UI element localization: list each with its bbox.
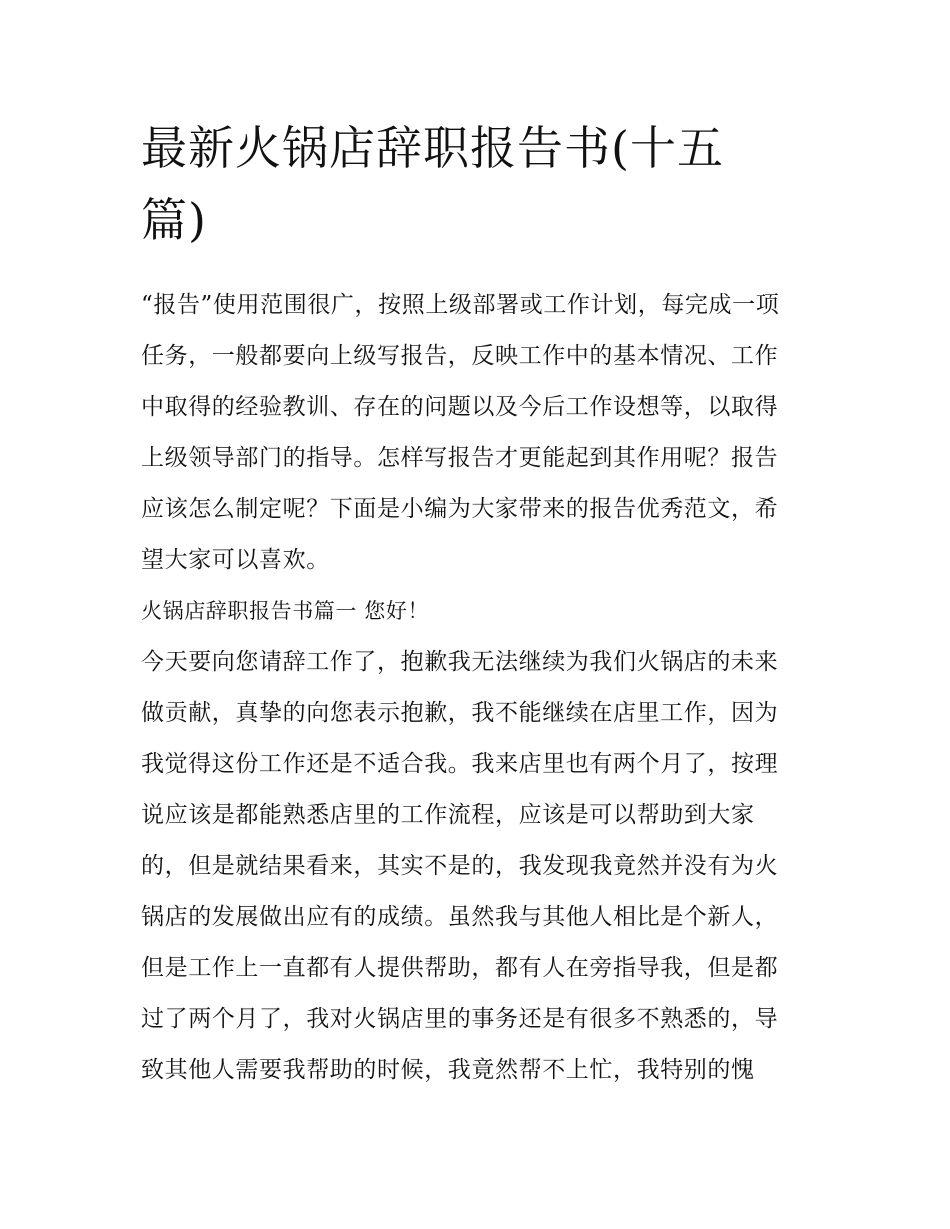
paragraph-line: 的，但是就结果看来，其实不是的，我发现我竟然并没有为火 [141, 853, 779, 879]
page-title [141, 112, 821, 256]
paragraph-line: 做贡献，真挚的向您表示抱歉，我不能继续在店里工作，因为 [141, 700, 779, 726]
section-heading: 火锅店辞职报告书篇一 您好！ [141, 599, 430, 623]
body-text [141, 280, 821, 1096]
paragraph-line: 说应该是都能熟悉店里的工作流程，应该是可以帮助到大家 [141, 802, 755, 828]
paragraph-line: 我觉得这份工作还是不适合我。我来店里也有两个月了，按理 [141, 751, 779, 777]
title-line-1: 最新火锅店辞职报告书(十五 [141, 121, 724, 175]
paragraph-line: 中取得的经验教训、存在的问题以及今后工作设想等，以取得 [141, 394, 779, 420]
paragraph-line: 过了两个月了，我对火锅店里的事务还是有很多不熟悉的，导 [141, 1006, 779, 1032]
document-content [141, 112, 821, 1096]
paragraph-line: 锅店的发展做出应有的成绩。虽然我与其他人相比是个新人， [141, 904, 779, 930]
paragraph-line: 上级领导部门的指导。怎样写报告才更能起到其作用呢？报告 [141, 445, 779, 471]
paragraph-line: 应该怎么制定呢？下面是小编为大家带来的报告优秀范文，希 [141, 496, 779, 522]
paragraph-line: “报告”使用范围很广，按照上级部署或工作计划，每完成一项 [141, 292, 780, 318]
paragraph-line: 今天要向您请辞工作了，抱歉我无法继续为我们火锅店的未来 [141, 649, 779, 675]
title-line-2: 篇) [141, 193, 207, 247]
paragraph-line: 望大家可以喜欢。 [141, 547, 330, 573]
paragraph-line: 任务，一般都要向上级写报告，反映工作中的基本情况、工作 [141, 343, 779, 369]
paragraph-line: 致其他人需要我帮助的时候，我竟然帮不上忙，我特别的愧 [141, 1057, 755, 1083]
paragraph-line: 但是工作上一直都有人提供帮助，都有人在旁指导我，但是都 [141, 955, 779, 981]
